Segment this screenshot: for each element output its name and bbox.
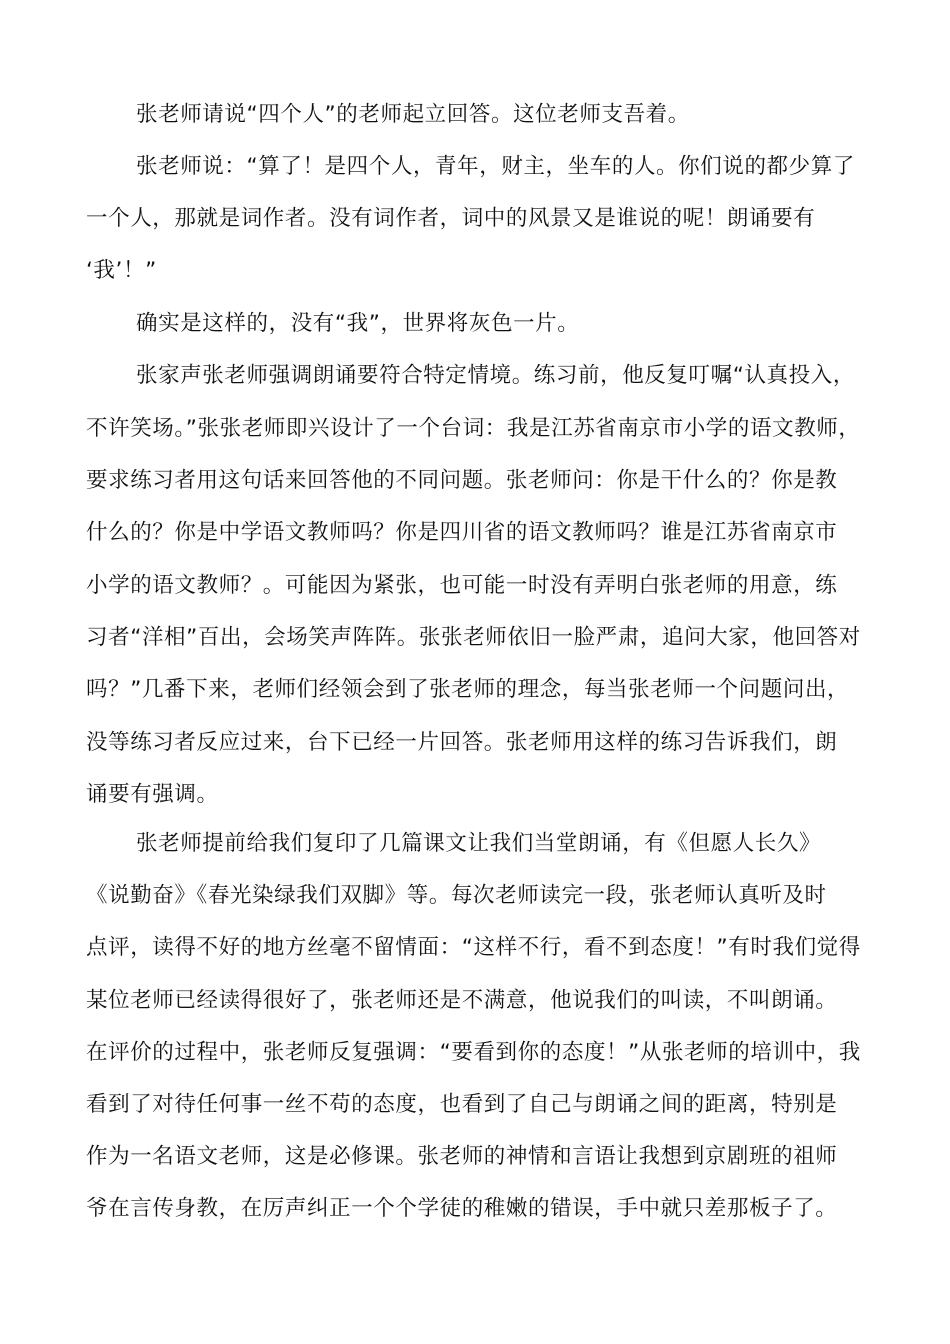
- paragraph-2-line-3: ‘我’！”: [86, 258, 157, 283]
- paragraph-4-line-6: 习者“洋相”百出，会场笑声阵阵。张张老师依旧一脸严肃，追问大家，他回答对: [86, 625, 861, 650]
- paragraph-4-line-1: 张家声张老师强调朗诵要符合特定情境。练习前，他反复叮嘱“认真投入，: [136, 363, 855, 388]
- paragraph-4-line-3: 要求练习者用这句话来回答他的不同问题。张老师问：你是干什么的？你是教: [86, 468, 838, 493]
- paragraph-5-line-8: 爷在言传身教，在厉声纠正一个个学徒的稚嫩的错误，手中就只差那板子了。: [86, 1196, 838, 1221]
- paragraph-5-line-6: 看到了对待任何事一丝不苟的态度，也看到了自己与朗诵之间的距离，特别是: [86, 1092, 838, 1117]
- paragraph-5-line-7: 作为一名语文老师，这是必修课。张老师的神情和言语让我想到京剧班的祖师: [86, 1144, 838, 1169]
- paragraph-4-line-9: 诵要有强调。: [86, 782, 219, 807]
- paragraph-5-line-3: 点评，读得不好的地方丝毫不留情面：“这样不行，看不到态度！”有时我们觉得: [86, 935, 861, 960]
- paragraph-5-line-4: 某位老师已经读得很好了，张老师还是不满意，他说我们的叫读，不叫朗诵。: [86, 988, 838, 1013]
- paragraph-5-line-2: 《说勤奋》《春光染绿我们双脚》等。每次老师读完一段，张老师认真听及时: [86, 883, 827, 908]
- paragraph-4-line-5: 小学的语文教师？。可能因为紧张，也可能一时没有弄明白张老师的用意，练: [86, 573, 838, 598]
- paragraph-4-line-4: 什么的？你是中学语文教师吗？你是四川省的语文教师吗？谁是江苏省南京市: [86, 520, 838, 545]
- paragraph-1-line-1: 张老师请说“四个人”的老师起立回答。这位老师支吾着。: [136, 102, 690, 127]
- paragraph-2-line-1: 张老师说：“算了！是四个人，青年，财主，坐车的人。你们说的都少算了: [136, 154, 855, 179]
- paragraph-2-line-2: 一个人，那就是词作者。没有词作者，词中的风景又是谁说的呢！朗诵要有: [86, 206, 816, 231]
- paragraph-4-line-8: 没等练习者反应过来，台下已经一片回答。张老师用这样的练习告诉我们，朗: [86, 730, 838, 755]
- paragraph-4-line-7: 吗？”几番下来，老师们经领会到了张老师的理念，每当张老师一个问题问出，: [86, 677, 850, 702]
- paragraph-5-line-1: 张老师提前给我们复印了几篇课文让我们当堂朗诵，有《但愿人长久》: [136, 831, 822, 856]
- paragraph-3-line-1: 确实是这样的，没有“我”，世界将灰色一片。: [136, 311, 580, 336]
- paragraph-4-line-2: 不许笑场。”张张老师即兴设计了一个台词：我是江苏省南京市小学的语文教师，: [86, 416, 861, 441]
- paragraph-5-line-5: 在评价的过程中，张老师反复强调：“要看到你的态度！”从张老师的培训中，我: [86, 1040, 861, 1065]
